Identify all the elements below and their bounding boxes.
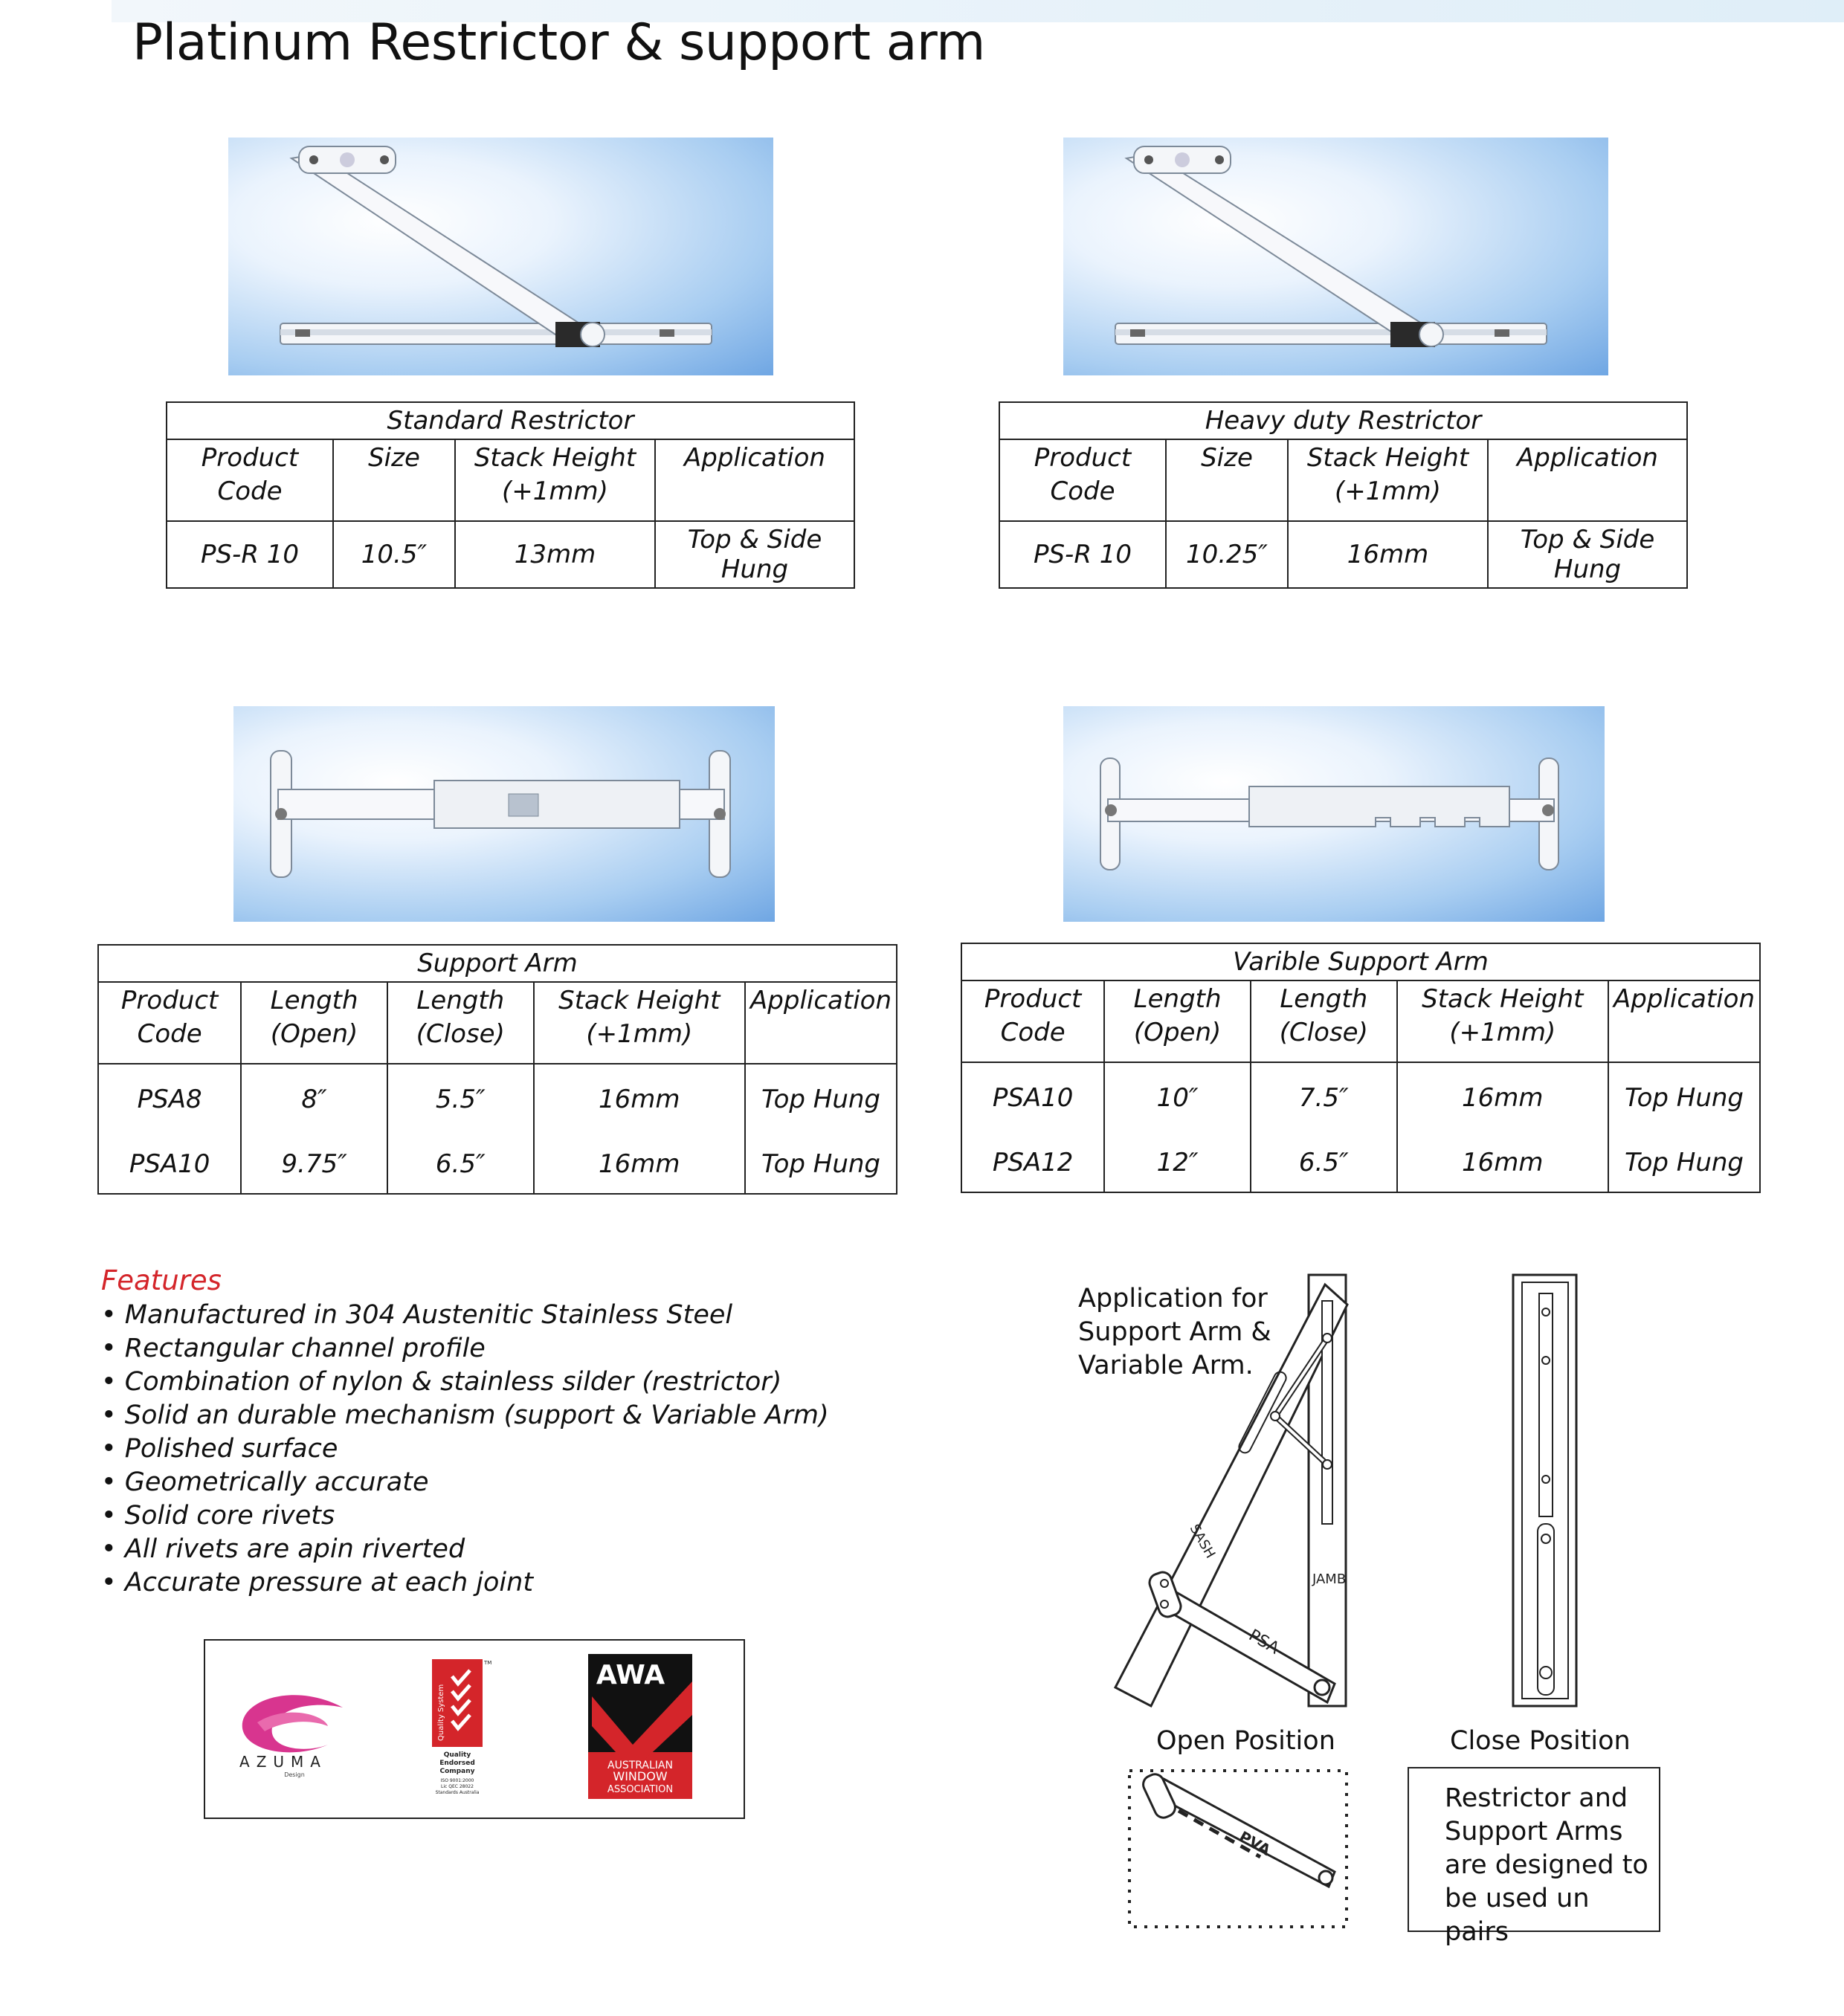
sash-label: SASH: [1186, 1522, 1219, 1561]
col-header-application: Application: [745, 982, 897, 1064]
feature-item: • Solid core rivets: [101, 1499, 829, 1533]
cell: Top & Side Hung: [655, 521, 854, 588]
application-line: Application for: [1078, 1284, 1268, 1314]
table-caption: Varible Support Arm: [961, 943, 1760, 980]
table-row: [98, 1134, 897, 1194]
close-position-label: Close Position: [1450, 1726, 1631, 1756]
pva-diagram: [1126, 1768, 1350, 1931]
quality-line: Company: [439, 1768, 475, 1775]
table-caption: Support Arm: [98, 945, 897, 982]
cell: Top & Side Hung: [1488, 521, 1687, 588]
col-header-length-open: Length (Open): [1104, 980, 1251, 1062]
quality-small: Standards Australia: [435, 1790, 480, 1795]
table-caption: Heavy duty Restrictor: [999, 402, 1687, 439]
open-position-diagram: [1086, 1271, 1368, 1732]
note-line: Support Arms: [1445, 1817, 1623, 1847]
quality-tm: TM: [484, 1660, 492, 1666]
feature-item: • All rivets are apin riverted: [101, 1533, 829, 1566]
cell: PSA10: [961, 1062, 1104, 1133]
restrictor-illustration: [228, 138, 773, 375]
quality-small: Lic QEC 28022: [441, 1784, 474, 1789]
open-position-label: Open Position: [1156, 1726, 1335, 1756]
col-header-length-close: Length (Close): [387, 982, 534, 1064]
azuma-sub: Design: [284, 1771, 305, 1778]
standard-restrictor-photo: [228, 138, 773, 375]
cell: 5.5″: [387, 1064, 534, 1134]
col-header-application: Application: [1608, 980, 1760, 1062]
features-title: Features: [101, 1264, 222, 1296]
cell: PSA8: [98, 1064, 241, 1134]
feature-item: • Polished surface: [101, 1432, 829, 1466]
psa-label: PSA: [1245, 1626, 1283, 1658]
cell: 12″: [1104, 1133, 1251, 1192]
awa-line: AUSTRALIAN: [607, 1760, 673, 1771]
quality-small: ISO 9001:2000: [440, 1778, 474, 1783]
col-header-product-code: Product Code: [167, 439, 333, 521]
cell: 8″: [241, 1064, 387, 1134]
table-caption: Standard Restrictor: [167, 402, 854, 439]
table-row: [98, 1064, 897, 1134]
restrictor-illustration: [1063, 138, 1608, 375]
variable-support-arm-photo: [1063, 706, 1605, 922]
support-arm-table: [97, 944, 897, 1195]
table-row: [999, 521, 1687, 588]
variable-support-arm-table: [961, 943, 1761, 1193]
col-header-product-code: Product Code: [999, 439, 1166, 521]
feature-item: • Combination of nylon & stainless silder (restrictor): [101, 1366, 829, 1399]
cell: 9.75″: [241, 1134, 387, 1194]
features-list: [101, 1299, 829, 1600]
close-position-diagram: [1502, 1271, 1584, 1710]
feature-item: • Geometrically accurate: [101, 1466, 829, 1499]
col-header-length-open: Length (Open): [241, 982, 387, 1064]
quality-endorsed-logo: [432, 1659, 491, 1795]
cell: 16mm: [1288, 521, 1488, 588]
variable-arm-illustration: [1063, 706, 1605, 922]
awa-logo: [588, 1654, 692, 1799]
heavy-duty-restrictor-photo: [1063, 138, 1608, 375]
note-line: Restrictor and: [1445, 1783, 1628, 1813]
cell: 7.5″: [1251, 1062, 1397, 1133]
feature-item: • Solid an durable mechanism (support & Variable Arm): [101, 1399, 829, 1432]
page-title: Platinum Restrictor & support arm: [132, 13, 985, 72]
awa-line: WINDOW: [613, 1769, 668, 1783]
cell: Top Hung: [1608, 1133, 1760, 1192]
quality-line: Quality: [443, 1751, 471, 1759]
cell: Top Hung: [745, 1064, 897, 1134]
col-header-application: Application: [1488, 439, 1687, 521]
logos-graphic: [205, 1641, 744, 1818]
cell: 16mm: [1397, 1062, 1608, 1133]
cell: Top Hung: [745, 1134, 897, 1194]
col-header-product-code: Product Code: [98, 982, 241, 1064]
col-header-application: Application: [655, 439, 854, 521]
col-header-product-code: Product Code: [961, 980, 1104, 1062]
features-section: [101, 1264, 829, 1600]
table-row: [961, 1133, 1760, 1192]
quality-line: Endorsed: [439, 1760, 475, 1767]
heavy-duty-restrictor-table: [999, 401, 1688, 589]
application-line: Support Arm &: [1078, 1317, 1271, 1347]
cell: PS-R 10: [167, 521, 333, 588]
azuma-logo: [239, 1695, 343, 1778]
application-line: Variable Arm.: [1078, 1351, 1254, 1380]
pva-label: PVA: [1236, 1827, 1274, 1859]
note-line: are designed to: [1445, 1850, 1648, 1880]
cell: PS-R 10: [999, 521, 1166, 588]
cell: PSA10: [98, 1134, 241, 1194]
azuma-name: AZUMA: [239, 1753, 327, 1771]
cell: 16mm: [534, 1064, 745, 1134]
feature-item: • Manufactured in 304 Austenitic Stainless Steel: [101, 1299, 829, 1332]
quality-vertical: Quality System: [437, 1684, 445, 1741]
col-header-stack-height: Stack Height (+1mm): [534, 982, 745, 1064]
note-line: be used un pairs: [1445, 1884, 1590, 1947]
certification-logos: [204, 1639, 745, 1819]
col-header-size: Size: [333, 439, 455, 521]
cell: PSA12: [961, 1133, 1104, 1192]
jamb-label: JAMB: [1312, 1571, 1347, 1587]
support-arm-illustration: [233, 706, 775, 922]
cell: 10″: [1104, 1062, 1251, 1133]
table-row: [961, 1062, 1760, 1133]
feature-item: • Accurate pressure at each joint: [101, 1566, 829, 1600]
col-header-stack-height: Stack Height (+1mm): [455, 439, 655, 521]
support-arm-photo: [233, 706, 775, 922]
cell: 6.5″: [1251, 1133, 1397, 1192]
table-row: [167, 521, 854, 588]
awa-name: AWA: [596, 1660, 665, 1690]
cell: 10.25″: [1166, 521, 1288, 588]
col-header-size: Size: [1166, 439, 1288, 521]
cell: 16mm: [534, 1134, 745, 1194]
standard-restrictor-table: [166, 401, 855, 589]
cell: 6.5″: [387, 1134, 534, 1194]
feature-item: • Rectangular channel profile: [101, 1332, 829, 1366]
col-header-stack-height: Stack Height (+1mm): [1288, 439, 1488, 521]
awa-line: ASSOCIATION: [607, 1784, 674, 1795]
cell: 16mm: [1397, 1133, 1608, 1192]
cell: 13mm: [455, 521, 655, 588]
cell: Top Hung: [1608, 1062, 1760, 1133]
note-box: [1408, 1767, 1660, 1947]
cell: 10.5″: [333, 521, 455, 588]
col-header-length-close: Length (Close): [1251, 980, 1397, 1062]
col-header-stack-height: Stack Height (+1mm): [1397, 980, 1608, 1062]
